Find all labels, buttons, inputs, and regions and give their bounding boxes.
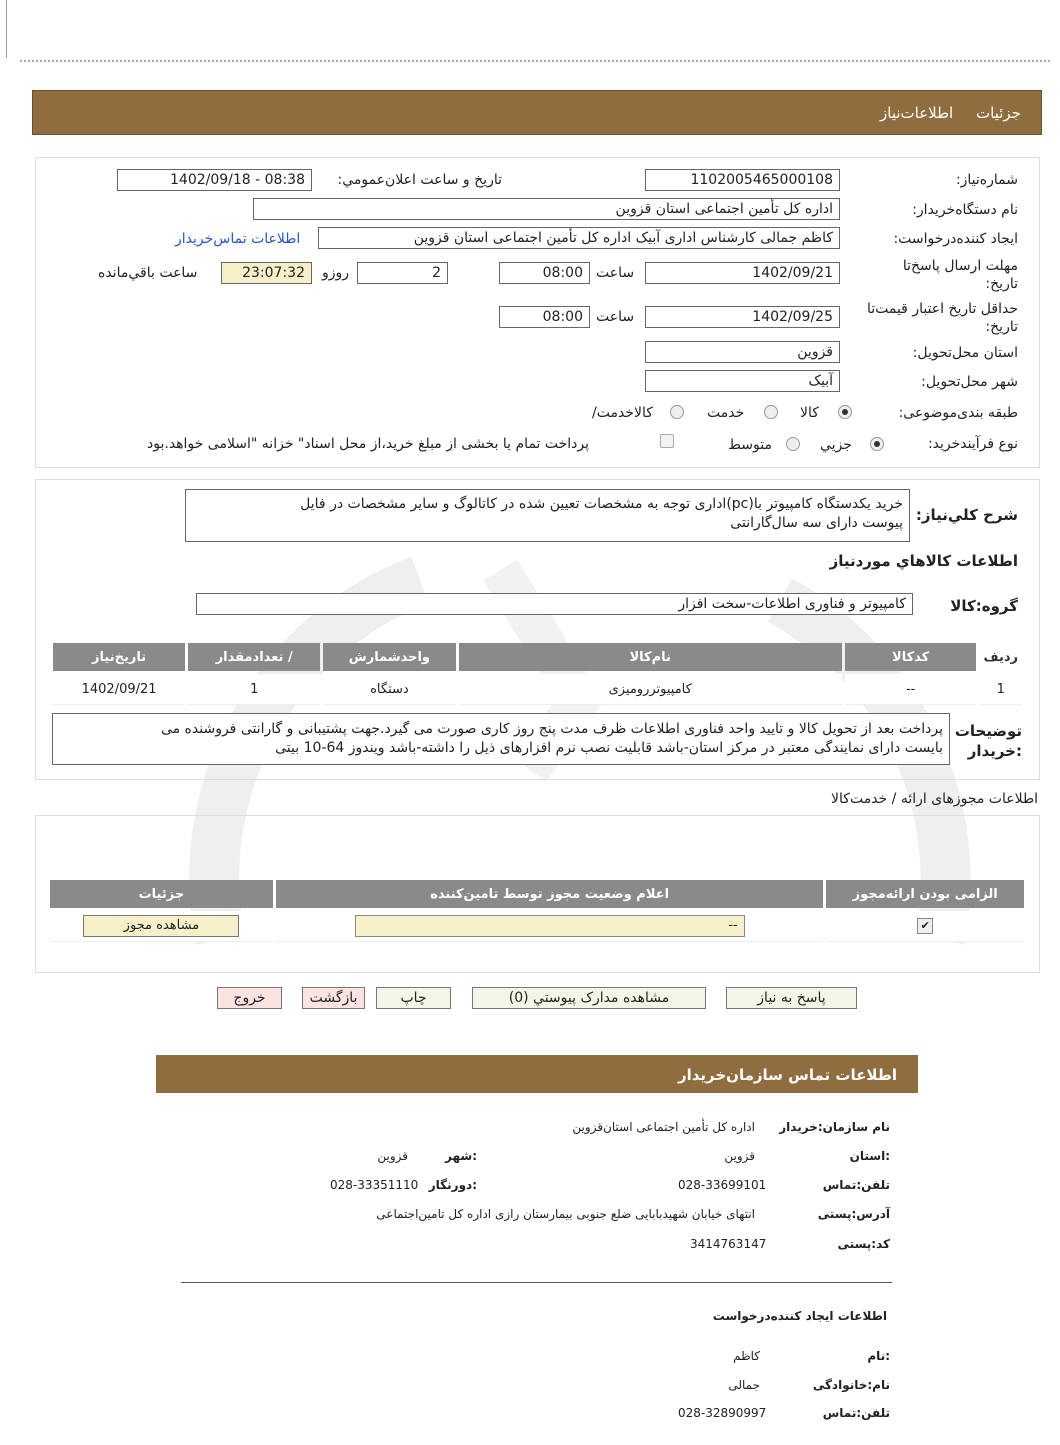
creator-info-title: اطلاعات ایجاد کننده‌درخواست (712, 1309, 887, 1323)
process-partial-label: جزيي (820, 437, 852, 453)
validity-date-field: 1402/09/25 (645, 306, 840, 328)
permits-table (47, 877, 1027, 945)
category-goods-label: کالا (800, 405, 819, 421)
process-partial-radio[interactable] (870, 437, 884, 451)
category-service-label: خدمت (707, 405, 745, 421)
process-medium-radio[interactable] (786, 437, 800, 451)
permit-status-field: -- (355, 915, 745, 937)
validity-time-label: ساعت (596, 309, 635, 325)
treasury-payment-note: پرداخت تمام یا بخشی از مبلغ خرید،از محل اسناد" خزانه "اسلامی خواهد‌.بود (147, 436, 590, 452)
need-number-field: 1102005465000108 (645, 169, 840, 191)
contact-phone-value: 028-33699101 (678, 1178, 767, 1192)
province-label: استان محل‌تحویل: (912, 345, 1018, 361)
creator-family-label: نام‌:خانوادگی (812, 1378, 890, 1392)
contact-org-value: اداره کل تأمین اجتماعی استان‌قزوین (572, 1120, 755, 1134)
days-label: روزو (322, 265, 350, 281)
contact-phone-label: تلفن‌:تماس (822, 1178, 890, 1192)
validity-label-date: تاریخ: (985, 319, 1018, 335)
view-attachments-button[interactable]: مشاهده مدارک پیوستي (0) (472, 987, 706, 1009)
contact-title: اطلاعات تماس سازمان‌خریدار (677, 1066, 897, 1084)
page-left-border (6, 0, 7, 58)
col-code: کدکالا (845, 643, 977, 671)
announce-datetime-field: 1402/09/18 - 08:38 (117, 169, 312, 191)
view-permit-button[interactable]: مشاهده مجوز (83, 915, 239, 937)
treasury-payment-checkbox[interactable] (660, 434, 674, 448)
validity-label: حداقل تاریخ اعتبار قیمت‌تا (866, 301, 1018, 317)
remaining-time-field: 23:07:32 (221, 262, 312, 284)
col-permit-required: الزامی بودن ارائه‌مجوز (826, 880, 1024, 908)
buyer-org-label: نام دستگاه‌خریدار: (912, 202, 1018, 218)
permits-table-header (50, 880, 1024, 908)
contact-org-label: نام سازمان‌:خریدار (779, 1120, 890, 1134)
buyer-notes-label: توضيحات (954, 722, 1022, 740)
creator-name-value: کاظم (733, 1349, 760, 1363)
contact-postal-label: کد‌:پستی (837, 1237, 890, 1251)
back-button[interactable]: بازگشت (302, 987, 365, 1009)
days-field: 2 (357, 262, 448, 284)
general-desc-field (185, 489, 910, 542)
goods-group-field: کامپیوتر و فناوری اطلاعات-سخت افزار (196, 593, 913, 615)
general-desc-label: شرح کلي‌نياز: (915, 506, 1018, 524)
col-row: ردیف (979, 643, 1022, 671)
items-table-header (53, 643, 1022, 671)
creator-field: کاظم جمالی کارشناس اداری آبیک اداره کل تأمین اجتماعی استان قزوین (318, 227, 840, 249)
creator-name-label: :نام (867, 1349, 890, 1363)
goods-group-label: گروه‌:کالا (950, 597, 1018, 615)
process-medium-label: متوسط (728, 437, 772, 453)
col-name: نام‌کالا (459, 643, 842, 671)
contact-province-label: :استان (849, 1149, 890, 1163)
col-permit-status: اعلام وضعیت مجوز توسط تامین‌کننده (276, 880, 824, 908)
exit-button[interactable]: خروج (217, 987, 282, 1009)
category-label: طبقه بندی‌موضوعی: (898, 405, 1018, 421)
need-number-label: شماره‌نیاز: (955, 172, 1018, 188)
buyer-notes-line-2: بایست دارای نمایندگی معتبر در مرکز استان-باشد قابلیت نصب نرم افزارهای ذیل را داشته-باشد ویندوز 64-10 بیتی (275, 740, 943, 756)
reply-to-need-button[interactable]: پاسخ به نیاز (726, 987, 857, 1009)
table-row (50, 911, 1024, 942)
contact-fax-label: :دورنگار (428, 1178, 477, 1192)
tab-details[interactable]: جزئیات (976, 104, 1021, 122)
print-button[interactable]: چاپ (376, 987, 451, 1009)
announce-label: تاریخ و ساعت اعلان‌عمومي: (337, 172, 502, 188)
general-desc-line-2: پیوست دارای سه سال‌گارانتی (730, 515, 903, 531)
deadline-label: مهلت ارسال پاسخ‌تا (902, 258, 1018, 274)
check-icon: ✔ (917, 918, 933, 934)
buyer-org-field: اداره کل تأمین اجتماعی استان قزوین (253, 198, 840, 220)
city-label: شهر محل‌تحویل: (921, 374, 1018, 390)
city-field: آبیک (645, 370, 840, 392)
creator-label: ایجاد کننده‌درخواست: (893, 231, 1018, 247)
validity-time-field: 08:00 (499, 306, 590, 328)
contact-address-value: انتهای خیابان شهیدبابایی ضلع جنوبی بیمارستان رازی اداره کل تامین‌اجتماعی (376, 1207, 755, 1221)
tab-need-info[interactable]: اطلاعات‌نیاز (880, 104, 954, 122)
category-service-radio[interactable] (764, 405, 778, 419)
cell-quantity: 1 (188, 674, 320, 705)
creator-phone-label: تلفن‌:تماس (822, 1406, 890, 1420)
table-row (53, 674, 1022, 705)
deadline-label-date: تاریخ: (985, 276, 1018, 292)
top-dotted-divider (20, 60, 1050, 62)
permit-details-cell (50, 911, 273, 942)
buyer-notes-label-2: :خريدار (967, 742, 1022, 760)
contact-fax-value: 028-33351110 (330, 1178, 419, 1192)
contact-divider (181, 1282, 892, 1283)
buyer-contact-link[interactable]: اطلاعات تماس‌خریدار (175, 231, 301, 247)
contact-postal-value: 3414763147 (690, 1237, 767, 1251)
contact-province-value: قزوین (724, 1149, 755, 1163)
permits-title: اطلاعات مجوزهای ارائه / خدمت‌کالا (831, 791, 1038, 807)
col-quantity: / تعدادمقدار (188, 643, 320, 671)
contact-city-value: قزوین (377, 1149, 408, 1163)
items-table (50, 640, 1025, 708)
cell-name: کامپیوتررومیزی (459, 674, 842, 705)
buyer-notes-line-1: پرداخت بعد از تحویل کالا و تایید واحد فناوری اطلاعات ظرف مدت پنج روز کاری صورت می گیرد.جهت پشتیبانی و گارانتی فروشنده می (160, 721, 943, 737)
permit-required-cell (826, 911, 1024, 942)
buyer-notes-field (52, 713, 950, 765)
col-permit-details: جزئیات (50, 880, 273, 908)
general-desc-line-1: خرید یکدستگاه کامپیوتر با(pc)اداری توجه به مشخصات تعیین شده در کاتالوگ و سایر مشخصات در فایل (300, 496, 903, 512)
contact-city-label: :شهر (445, 1149, 477, 1163)
deadline-time-field: 08:00 (499, 262, 590, 284)
province-field: قزوین (645, 341, 840, 363)
cell-need-date: 1402/09/21 (53, 674, 185, 705)
cell-unit: دستگاه (323, 674, 455, 705)
creator-family-value: جمالی (728, 1378, 760, 1392)
process-type-label: نوع فرآیند‌خرید: (927, 436, 1018, 452)
contact-address-label: آدرس‌:پستی (817, 1207, 890, 1221)
cell-row: 1 (979, 674, 1022, 705)
category-goods-service-radio[interactable] (670, 405, 684, 419)
goods-info-title: اطلاعات کالاهاي موردنياز (829, 552, 1018, 570)
permit-status-cell (276, 911, 824, 942)
remaining-label: ساعت باقي‌مانده (98, 265, 198, 281)
deadline-time-label: ساعت (596, 265, 635, 281)
col-unit: واحدشمارش (323, 643, 455, 671)
category-goods-radio[interactable] (838, 405, 852, 419)
col-need-date: تاریخ‌نیاز (53, 643, 185, 671)
deadline-date-field: 1402/09/21 (645, 262, 840, 284)
category-goods-service-label: کالا‌خدمت/ (592, 405, 653, 421)
creator-phone-value: 028-32890997 (678, 1406, 767, 1420)
cell-code: -- (845, 674, 977, 705)
